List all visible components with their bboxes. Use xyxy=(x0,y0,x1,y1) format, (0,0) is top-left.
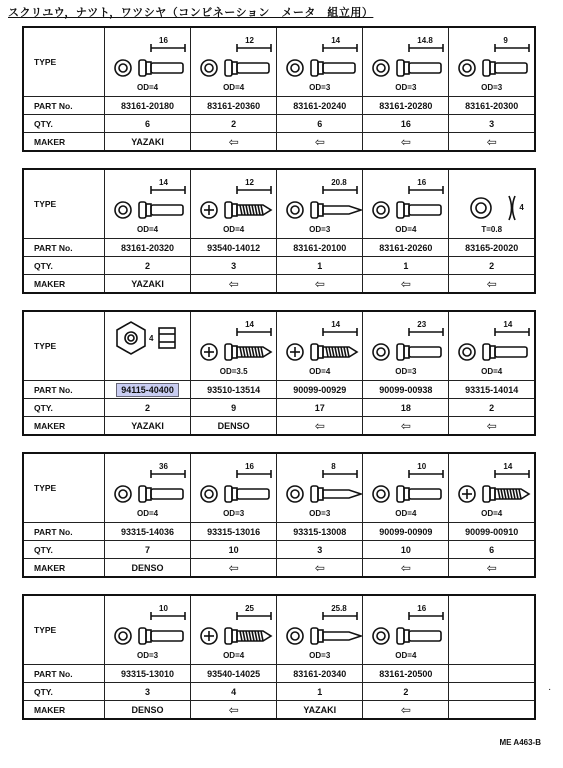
part-header: PART No. xyxy=(23,381,105,399)
maker-cell: DENSO xyxy=(105,559,191,578)
parts-table xyxy=(22,452,536,578)
qty-header: QTY. xyxy=(23,115,105,133)
od-label: OD=3 xyxy=(395,367,417,376)
maker-cell: YAZAKI xyxy=(277,701,363,720)
left-arrow-icon: ⇦ xyxy=(314,276,325,291)
part-cell: 83161-20260 xyxy=(363,239,449,257)
part-cell xyxy=(105,381,191,399)
part-cell: 93510-13514 xyxy=(191,381,277,399)
document-code: ME A463-B xyxy=(499,738,541,747)
type-cell xyxy=(449,453,535,523)
dimension-label: 9 xyxy=(503,36,508,45)
dimension-label: 16 xyxy=(417,604,427,613)
type-cell xyxy=(105,595,191,665)
part-header: PART No. xyxy=(23,523,105,541)
dimension-label: 8 xyxy=(331,462,336,471)
part-cell: 83161-20300 xyxy=(449,97,535,115)
maker-cell xyxy=(449,275,535,294)
parts-table xyxy=(22,168,536,294)
qty-cell: 2 xyxy=(363,683,449,701)
maker-cell: DENSO xyxy=(105,701,191,720)
maker-cell: YAZAKI xyxy=(105,133,191,152)
type-cell xyxy=(191,311,277,381)
type-cell xyxy=(277,169,363,239)
part-cell: 93315-13016 xyxy=(191,523,277,541)
dimension-label: 20.8 xyxy=(331,178,347,187)
left-arrow-icon: ⇦ xyxy=(486,418,497,433)
type-cell xyxy=(449,27,535,97)
type-cell xyxy=(363,27,449,97)
type-cell xyxy=(449,169,535,239)
qty-row xyxy=(23,683,535,701)
maker-cell xyxy=(363,417,449,436)
parts-table xyxy=(22,26,536,152)
type-cell xyxy=(105,311,191,381)
od-label: OD=4 xyxy=(395,225,417,234)
type-header: TYPE xyxy=(23,595,105,665)
maker-header: MAKER xyxy=(23,701,105,720)
dimension-label: 14 xyxy=(503,462,513,471)
type-cell xyxy=(363,453,449,523)
type-cell xyxy=(191,595,277,665)
part-row xyxy=(23,523,535,541)
qty-header: QTY. xyxy=(23,541,105,559)
od-label: OD=4 xyxy=(223,225,245,234)
dimension-label: 14 xyxy=(159,178,168,187)
maker-row xyxy=(23,133,535,152)
od-label: OD=4 xyxy=(395,509,417,518)
qty-cell: 2 xyxy=(449,257,535,275)
maker-cell: DENSO xyxy=(191,417,277,436)
type-cell xyxy=(191,169,277,239)
qty-cell: 2 xyxy=(105,399,191,417)
dimension-label: 10 xyxy=(417,462,427,471)
part-row xyxy=(23,665,535,683)
part-cell: 83161-20320 xyxy=(105,239,191,257)
part-cell: 83161-20180 xyxy=(105,97,191,115)
maker-cell xyxy=(363,275,449,294)
type-header: TYPE xyxy=(23,169,105,239)
dimension-label: 14 xyxy=(503,320,513,329)
qty-cell xyxy=(449,683,535,701)
qty-row xyxy=(23,115,535,133)
dimension-label: 16 xyxy=(159,36,168,45)
type-cell xyxy=(191,453,277,523)
maker-header: MAKER xyxy=(23,417,105,436)
type-row xyxy=(23,595,535,665)
highlighted-part-number: 94115-40400 xyxy=(116,383,179,397)
od-label: OD=4 xyxy=(136,225,159,234)
part-header: PART No. xyxy=(23,97,105,115)
dimension-label: 4 xyxy=(149,334,154,343)
qty-cell: 1 xyxy=(277,257,363,275)
type-row xyxy=(23,311,535,381)
qty-cell: 7 xyxy=(105,541,191,559)
left-arrow-icon: ⇦ xyxy=(400,702,411,717)
type-row xyxy=(23,27,535,97)
dimension-label: 36 xyxy=(159,462,168,471)
qty-header: QTY. xyxy=(23,257,105,275)
part-cell: 83161-20240 xyxy=(277,97,363,115)
maker-cell xyxy=(449,133,535,152)
dimension-label: 12 xyxy=(245,36,254,45)
dimension-label: 14 xyxy=(331,320,341,329)
parts-table xyxy=(22,594,536,720)
maker-header: MAKER xyxy=(23,559,105,578)
left-arrow-icon: ⇦ xyxy=(228,134,239,149)
od-label: OD=4 xyxy=(223,651,245,660)
type-cell xyxy=(105,169,191,239)
parts-table xyxy=(22,310,536,436)
left-arrow-icon: ⇦ xyxy=(228,702,239,717)
type-header: TYPE xyxy=(23,311,105,381)
maker-cell: YAZAKI xyxy=(105,275,191,294)
type-cell xyxy=(105,453,191,523)
page-title: スクリユウ，ナツト，ワツシヤ（コンビネーション メータ 組立用） xyxy=(8,6,374,19)
od-label: OD=4 xyxy=(481,367,503,376)
left-arrow-icon: ⇦ xyxy=(314,134,325,149)
type-cell xyxy=(363,595,449,665)
part-cell: 83161-20340 xyxy=(277,665,363,683)
qty-cell: 3 xyxy=(277,541,363,559)
type-cell xyxy=(277,453,363,523)
left-arrow-icon: ⇦ xyxy=(400,134,411,149)
left-arrow-icon: ⇦ xyxy=(400,276,411,291)
maker-cell xyxy=(277,275,363,294)
type-cell xyxy=(449,311,535,381)
left-arrow-icon: ⇦ xyxy=(400,418,411,433)
od-label: OD=4 xyxy=(136,83,159,92)
qty-cell: 16 xyxy=(363,115,449,133)
qty-cell: 1 xyxy=(363,257,449,275)
od-label: OD=3.5 xyxy=(219,367,248,376)
od-label: OD=4 xyxy=(309,367,331,376)
part-row xyxy=(23,97,535,115)
type-cell xyxy=(105,27,191,97)
maker-header: MAKER xyxy=(23,133,105,152)
part-cell: 93315-13008 xyxy=(277,523,363,541)
dimension-label: 12 xyxy=(245,178,254,187)
qty-cell: 2 xyxy=(191,115,277,133)
left-arrow-icon: ⇦ xyxy=(486,276,497,291)
nut-icon xyxy=(107,312,191,380)
left-arrow-icon: ⇦ xyxy=(228,560,239,575)
part-cell: 90099-00938 xyxy=(363,381,449,399)
stray-dot: · xyxy=(548,684,552,695)
part-cell: 83165-20020 xyxy=(449,239,535,257)
left-arrow-icon: ⇦ xyxy=(486,560,497,575)
maker-cell xyxy=(449,559,535,578)
qty-cell: 3 xyxy=(449,115,535,133)
qty-cell: 6 xyxy=(105,115,191,133)
maker-cell xyxy=(449,701,535,720)
qty-header: QTY. xyxy=(23,683,105,701)
type-cell xyxy=(363,311,449,381)
part-header: PART No. xyxy=(23,665,105,683)
qty-cell: 9 xyxy=(191,399,277,417)
qty-cell: 4 xyxy=(191,683,277,701)
od-label: OD=3 xyxy=(309,83,331,92)
od-label: OD=4 xyxy=(136,509,159,518)
od-label: OD=4 xyxy=(223,83,245,92)
type-row xyxy=(23,453,535,523)
qty-cell: 2 xyxy=(105,257,191,275)
od-label: OD=3 xyxy=(395,83,417,92)
left-arrow-icon: ⇦ xyxy=(400,560,411,575)
qty-cell: 6 xyxy=(449,541,535,559)
qty-cell: 3 xyxy=(105,683,191,701)
maker-row xyxy=(23,417,535,436)
dimension-label: 14 xyxy=(245,320,254,329)
qty-header: QTY. xyxy=(23,399,105,417)
part-cell: 83161-20100 xyxy=(277,239,363,257)
left-arrow-icon: ⇦ xyxy=(228,276,239,291)
qty-row xyxy=(23,399,535,417)
part-cell: 83161-20500 xyxy=(363,665,449,683)
part-cell: 93315-14014 xyxy=(449,381,535,399)
type-cell xyxy=(277,27,363,97)
maker-cell xyxy=(363,133,449,152)
maker-header: MAKER xyxy=(23,275,105,294)
part-cell: 93540-14012 xyxy=(191,239,277,257)
qty-cell: 2 xyxy=(449,399,535,417)
od-label: T=0.8 xyxy=(481,225,503,234)
od-label: OD=3 xyxy=(309,225,331,234)
part-cell: 90099-00909 xyxy=(363,523,449,541)
maker-cell xyxy=(191,133,277,152)
left-arrow-icon: ⇦ xyxy=(486,134,497,149)
maker-cell xyxy=(449,417,535,436)
qty-row xyxy=(23,257,535,275)
maker-cell xyxy=(277,133,363,152)
maker-row xyxy=(23,559,535,578)
part-cell: 90099-00929 xyxy=(277,381,363,399)
maker-cell xyxy=(191,701,277,720)
part-header: PART No. xyxy=(23,239,105,257)
part-cell: 93315-13010 xyxy=(105,665,191,683)
type-header: TYPE xyxy=(23,453,105,523)
qty-row xyxy=(23,541,535,559)
qty-cell: 1 xyxy=(277,683,363,701)
part-cell: 83161-20360 xyxy=(191,97,277,115)
type-header: TYPE xyxy=(23,27,105,97)
qty-cell: 10 xyxy=(191,541,277,559)
type-cell xyxy=(191,27,277,97)
dimension-label: 25 xyxy=(245,604,254,613)
qty-cell: 3 xyxy=(191,257,277,275)
maker-cell xyxy=(191,559,277,578)
part-cell: 90099-00910 xyxy=(449,523,535,541)
part-row xyxy=(23,381,535,399)
part-cell: 83161-20280 xyxy=(363,97,449,115)
dimension-label: 14.8 xyxy=(417,36,433,45)
qty-cell: 17 xyxy=(277,399,363,417)
od-label: OD=4 xyxy=(395,651,417,660)
maker-cell xyxy=(191,275,277,294)
dimension-label: 23 xyxy=(417,320,427,329)
type-row xyxy=(23,169,535,239)
maker-cell xyxy=(277,417,363,436)
type-cell xyxy=(363,169,449,239)
od-label: OD=3 xyxy=(309,651,331,660)
od-label: OD=3 xyxy=(481,83,503,92)
od-label: OD=4 xyxy=(481,509,503,518)
maker-cell: YAZAKI xyxy=(105,417,191,436)
qty-cell: 6 xyxy=(277,115,363,133)
od-label: OD=3 xyxy=(136,651,159,660)
left-arrow-icon: ⇦ xyxy=(314,418,325,433)
type-cell xyxy=(277,595,363,665)
part-cell xyxy=(449,665,535,683)
maker-row xyxy=(23,275,535,294)
dimension-label: 16 xyxy=(417,178,427,187)
maker-cell xyxy=(277,559,363,578)
dimension-label: 16 xyxy=(245,462,254,471)
dimension-label: 10 xyxy=(159,604,168,613)
od-label: OD=3 xyxy=(309,509,331,518)
type-cell xyxy=(277,311,363,381)
maker-cell xyxy=(363,559,449,578)
qty-cell: 18 xyxy=(363,399,449,417)
dimension-label: 25.8 xyxy=(331,604,347,613)
part-cell: 93540-14025 xyxy=(191,665,277,683)
type-cell xyxy=(449,595,535,665)
part-row xyxy=(23,239,535,257)
maker-row xyxy=(23,701,535,720)
part-cell: 93315-14036 xyxy=(105,523,191,541)
od-label: OD=3 xyxy=(223,509,245,518)
left-arrow-icon: ⇦ xyxy=(314,560,325,575)
empty xyxy=(451,596,535,664)
qty-cell: 10 xyxy=(363,541,449,559)
dimension-label: 4 xyxy=(519,203,524,212)
dimension-label: 14 xyxy=(331,36,341,45)
maker-cell xyxy=(363,701,449,720)
